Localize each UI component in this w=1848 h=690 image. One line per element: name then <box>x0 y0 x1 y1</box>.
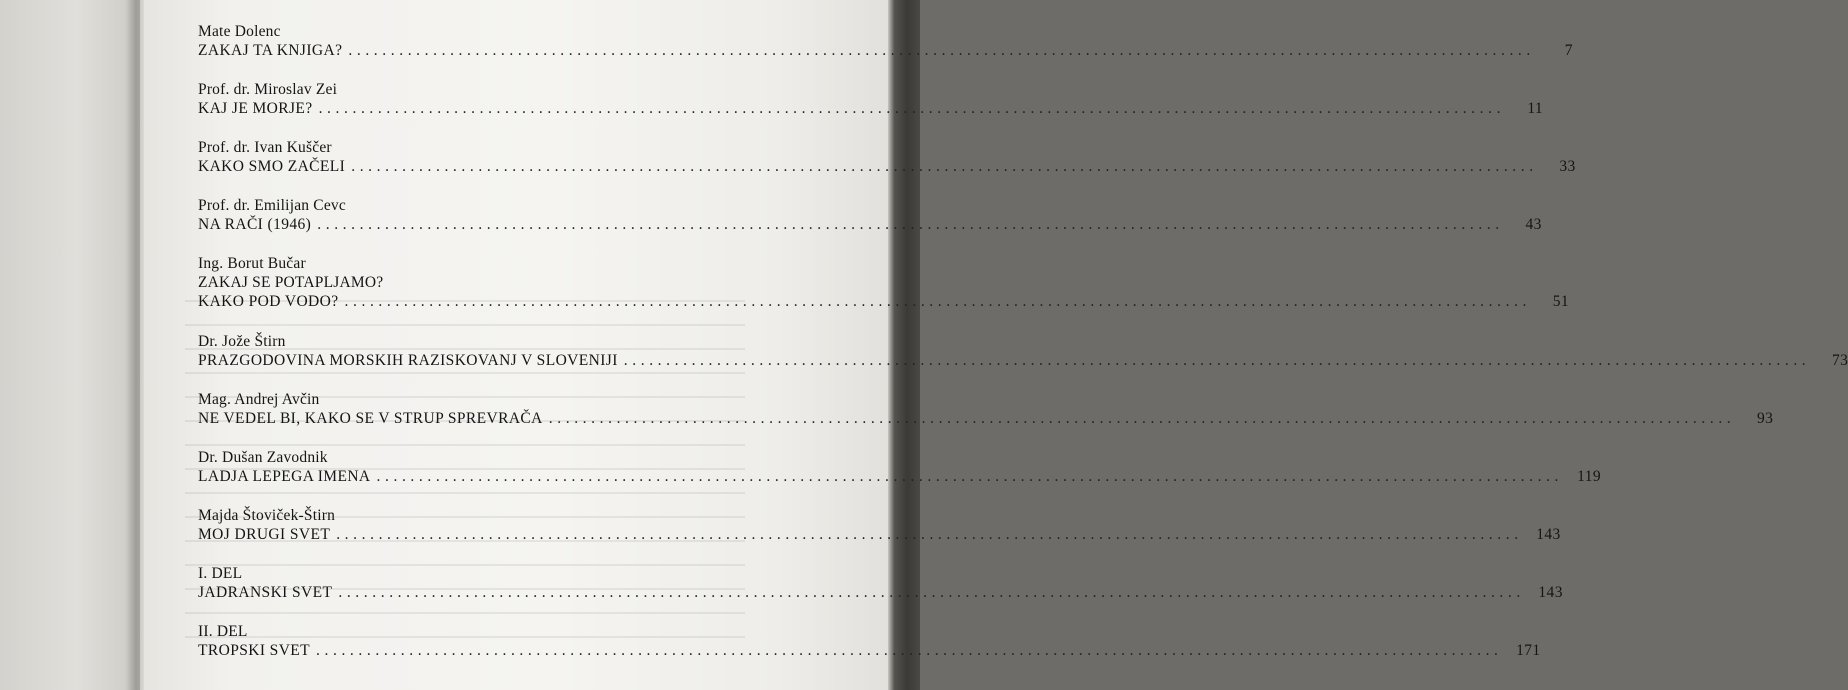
entry-title: ZAKAJ TA KNJIGA? <box>198 42 343 59</box>
entry-title: MOJ DRUGI SVET <box>198 526 331 543</box>
entry-author: Dr. Jože Štirn <box>198 333 286 350</box>
entry-title-line <box>198 351 1848 370</box>
dot-leader: ............................................................................................................................................ <box>623 352 1811 369</box>
toc-entry <box>198 332 1848 390</box>
entry-author: Ing. Borut Bučar <box>198 255 306 272</box>
entry-title: KAKO POD VODO? <box>198 293 339 310</box>
entry-page-number: 43 <box>1525 216 1542 233</box>
entry-title-line <box>198 292 1570 311</box>
entry-title: KAKO SMO ZAČELI <box>198 158 346 175</box>
entry-page-number: 119 <box>1577 468 1602 485</box>
entry-page-number: 11 <box>1527 100 1544 117</box>
left-page <box>0 0 140 690</box>
dot-leader: ............................................................................................................................................ <box>344 293 1532 310</box>
entry-author: Mag. Andrej Avčin <box>198 391 320 408</box>
entry-title: PRAZGODOVINA MORSKIH RAZISKOVANJ V SLOVENIJI <box>198 352 618 369</box>
entry-page-number: 73 <box>1831 352 1848 369</box>
toc-entry <box>198 506 1561 564</box>
dot-leader: ............................................................................................................................................ <box>336 526 1523 543</box>
entry-author: II. DEL <box>198 623 248 640</box>
entry-author: Prof. dr. Emilijan Cevc <box>198 197 346 214</box>
entry-title-first-line: ZAKAJ SE POTAPLJAMO? <box>198 274 384 291</box>
entry-title: TROPSKI SVET <box>198 642 311 659</box>
entry-page-number: 33 <box>1559 158 1576 175</box>
entry-title-line <box>198 525 1561 544</box>
entry-page-number: 51 <box>1552 293 1570 310</box>
entry-title-line <box>198 641 1541 660</box>
dot-leader: ............................................................................................................................................ <box>376 468 1564 485</box>
entry-page-number: 93 <box>1756 410 1774 427</box>
toc-entry <box>198 622 1541 680</box>
entry-title: LADJA LEPEGA IMENA <box>198 468 371 485</box>
entry-author: Mate Dolenc <box>198 23 281 40</box>
entry-title-line <box>198 583 1563 602</box>
toc-entry <box>198 390 1774 448</box>
toc-entry <box>198 196 1542 254</box>
dot-leader: ............................................................................................................................................ <box>348 42 1535 59</box>
entry-title-line <box>198 467 1602 486</box>
entry-page-number: 143 <box>1536 526 1561 543</box>
book-gutter <box>126 0 144 690</box>
entry-title-line <box>198 157 1576 176</box>
toc-entry <box>198 564 1563 622</box>
toc-entry <box>198 138 1576 196</box>
entry-title: KAJ JE MORJE? <box>198 100 313 117</box>
entry-title: JADRANSKI SVET <box>198 584 333 601</box>
entry-author: I. DEL <box>198 565 243 582</box>
entry-page-number: 143 <box>1538 584 1563 601</box>
toc-entry <box>198 254 1570 332</box>
entry-title: NE VEDEL BI, KAKO SE V STRUP SPREVRAČA <box>198 410 543 427</box>
toc-entry <box>198 80 1544 138</box>
dot-leader: ............................................................................................................................................ <box>338 584 1525 601</box>
entry-title-line <box>198 41 1573 60</box>
entry-title-line <box>198 215 1542 234</box>
entry-title: NA RAČI (1946) <box>198 216 312 233</box>
entry-page-number: 7 <box>1564 42 1573 59</box>
entry-author: Prof. dr. Ivan Kuščer <box>198 139 332 156</box>
toc-entry <box>198 448 1602 506</box>
dot-leader: ............................................................................................................................................ <box>317 216 1504 233</box>
dot-leader: ............................................................................................................................................ <box>548 410 1736 427</box>
entry-title-line <box>198 409 1774 428</box>
entry-author: Majda Štoviček-Štirn <box>198 507 336 524</box>
entry-author: Dr. Dušan Zavodnik <box>198 449 328 466</box>
entry-author: Prof. dr. Miroslav Zei <box>198 81 338 98</box>
toc-entry <box>198 22 1573 80</box>
dot-leader: ............................................................................................................................................ <box>316 642 1503 659</box>
table-of-contents <box>198 22 1848 680</box>
dot-leader: ............................................................................................................................................ <box>351 158 1538 175</box>
dot-leader: ............................................................................................................................................ <box>318 100 1506 117</box>
entry-page-number: 171 <box>1516 642 1541 659</box>
entry-title-line <box>198 99 1544 118</box>
